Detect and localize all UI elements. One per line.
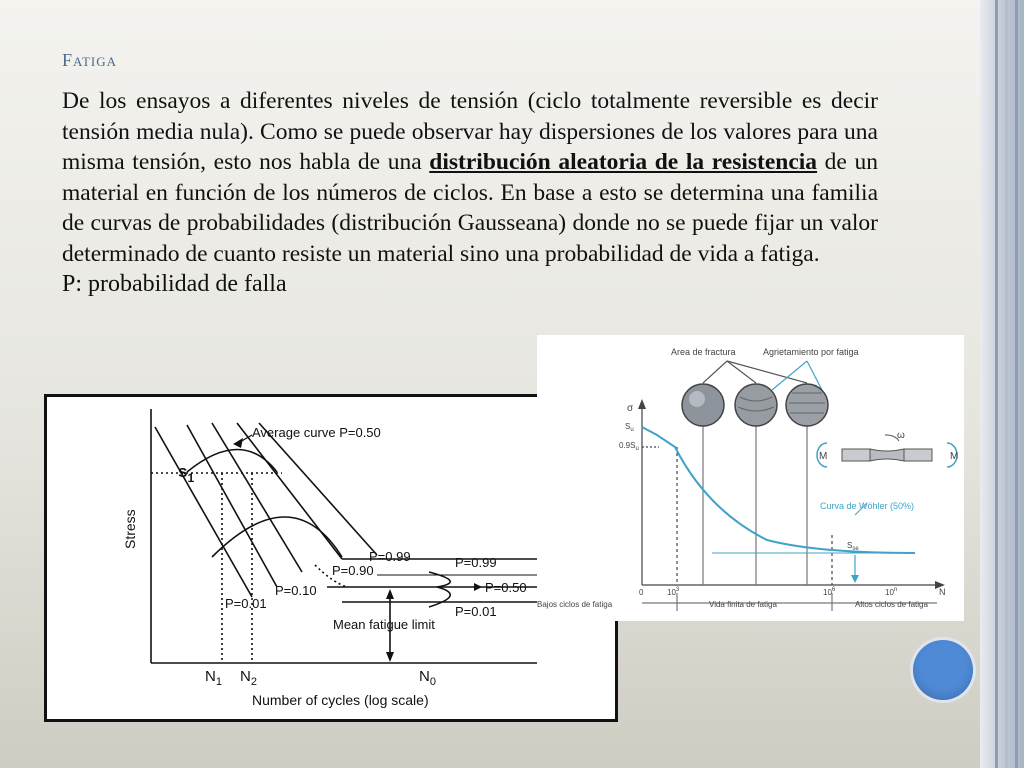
s1-label: $s_1$ <box>178 462 195 485</box>
label-p001-b: P=0.01 <box>455 604 497 619</box>
y-axis-label: Stress <box>122 509 138 549</box>
n0-label: $N_0$ <box>419 668 436 688</box>
stress-cycles-svg <box>47 397 615 719</box>
decorative-line <box>1005 0 1008 768</box>
wohler-svg <box>537 335 964 621</box>
area-fractura-label: Area de fractura <box>671 347 736 357</box>
paragraph-text: De los ensayos a diferentes niveles de tensión (ciclo totalmente reversible es decir tensión media nula). Como se puede observar hay dispersiones de los valores para una misma tensión, esto nos habla de una <box>62 88 878 175</box>
decorative-line <box>1015 0 1018 768</box>
probability-label: P: probabilidad de falla <box>62 271 287 297</box>
label-p001-a: P=0.01 <box>225 596 267 611</box>
decorative-circle <box>913 640 973 700</box>
x-tick-1e3: $10^3$ <box>667 587 680 597</box>
bajos-ciclos-label: Bajos ciclos de fatiga <box>537 600 613 609</box>
se-label: $S_{se}$ <box>847 541 859 552</box>
wohler-figure <box>537 335 964 621</box>
x-axis-label: Number of cycles (log scale) <box>252 692 429 708</box>
gaussian-upper <box>187 450 277 473</box>
p050-pointer <box>474 583 482 591</box>
paragraph-text-end: de un material en función de los números de ciclos. En base a esto se determina una familia de curvas de probabilidades (distribución Gausseana) donde no se puede fijar un valor determinado de cuanto resiste un material sino una probabilidad de vida a fatiga. <box>62 149 878 267</box>
sn-line-1 <box>155 427 252 597</box>
x-tick-1e6: $10^6$ <box>823 587 836 597</box>
stress-cycles-figure <box>44 394 618 722</box>
average-curve-label: Average curve P=0.50 <box>252 425 381 440</box>
right-decorative-bar <box>980 0 1024 768</box>
mean-fatigue-limit-label: Mean fatigue limit <box>333 617 435 632</box>
fracture-sphere-1 <box>682 384 724 426</box>
label-p010: P=0.10 <box>275 583 317 598</box>
body-paragraph <box>62 86 878 300</box>
label-p099-a: P=0.99 <box>369 549 411 564</box>
fracture-sphere-2 <box>735 384 777 426</box>
m-left-label: M <box>819 451 828 462</box>
arrow-down <box>386 652 394 662</box>
label-p090: P=0.90 <box>332 563 374 578</box>
decorative-line <box>995 0 998 768</box>
s09-label: $0.9S_u$ <box>619 441 639 452</box>
agrietamiento-label: Agrietamiento por fatiga <box>763 347 859 357</box>
paragraph-emphasis: distribución aleatoria de la resistencia <box>429 149 818 175</box>
label-p050: P=0.50 <box>485 580 527 595</box>
specimen-icon <box>817 435 957 467</box>
m-right-label: M <box>950 451 959 462</box>
altos-ciclos-label: Altos ciclos de fatiga <box>855 600 928 609</box>
n1-label: $N_1$ <box>205 668 222 688</box>
n2-label: $N_2$ <box>240 668 257 688</box>
arrow-up <box>386 589 394 599</box>
x-tick-1en: 10$^n$ <box>885 587 898 597</box>
omega-label: ω <box>897 430 905 441</box>
slide-title: Fatiga <box>62 50 118 70</box>
average-pointer <box>233 438 243 448</box>
su-label: $S_u$ <box>625 422 634 433</box>
vida-finita-label: Vida finita de fatiga <box>709 600 777 609</box>
sigma-label: σ <box>627 403 634 414</box>
fracture-sphere-3 <box>786 384 828 426</box>
n-axis-label: N <box>939 587 946 597</box>
wohler-curve <box>642 427 915 553</box>
x-tick-0: 0 <box>639 588 644 597</box>
label-p099-b: P=0.99 <box>455 555 497 570</box>
gaussian-middle <box>212 517 342 557</box>
sn-line-5 <box>259 423 377 555</box>
wohler-label: Curva de Wöhler (50%) <box>820 501 915 511</box>
